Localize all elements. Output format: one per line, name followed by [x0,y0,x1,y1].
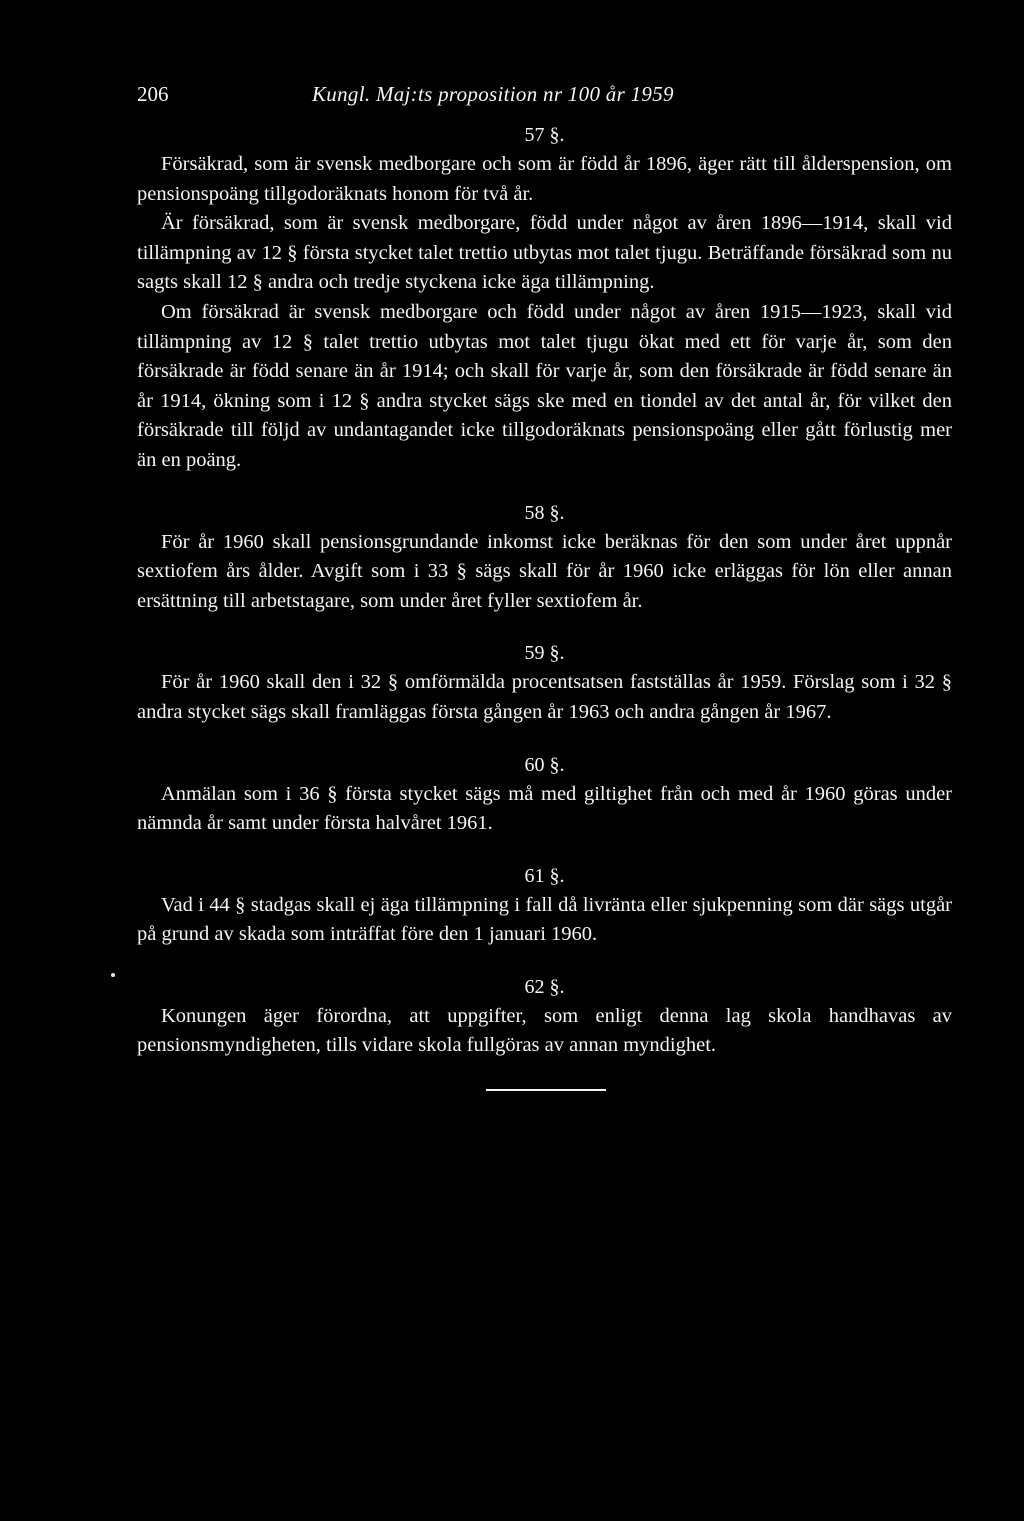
paragraph: Försäkrad, som är svensk medborgare och som är född år 1896, äger rätt till ålderspension, om pensionspoäng tillgodoräknats honom för två år. [137,153,952,205]
section-heading: 59 §. [524,642,565,665]
paragraph: Anmälan som i 36 § första stycket sägs må med giltighet från och med år 1960 göras under nämnda år samt under första halvåret 1961. [137,782,952,835]
section-59 [137,638,952,727]
paragraph: Konungen äger förordna, att uppgifter, som enligt denna lag skola handhavas av pensionsmyndigheten, tills vidare skola fullgöras av annan myndighet. [137,1004,952,1057]
section-heading: 58 §. [524,501,565,524]
section-61 [137,861,952,950]
scan-speck [111,973,115,977]
running-title: Kungl. Maj:ts proposition nr 100 år 1959 [312,82,674,106]
section-62 [137,972,952,1061]
section-heading: 61 §. [524,864,565,887]
section-heading: 60 §. [524,753,565,776]
page-header [137,78,952,110]
section-heading: 57 §. [524,124,565,146]
paragraph: För år 1960 skall den i 32 § omförmälda procentsatsen fastställas år 1959. Förslag som i 32 § andra stycket sägs skall framläggas första gången år 1963 och andra gången år 1967. [137,671,952,723]
section-heading: 62 §. [524,975,565,998]
paragraph: För år 1960 skall pensionsgrundande inkomst icke beräknas för den som under året uppnår sextiofem års ålder. Avgift som i 33 § sägs skall för år 1960 icke erläggas för lön eller annan ersättning till arbetstagare, som under året fyller sextiofem år. [137,530,952,612]
page-number: 206 [137,82,169,106]
paragraph: Vad i 44 § stadgas skall ej äga tillämpning i fall då livränta eller sjukpenning som där sägs utgår på grund av skada som inträffat före den 1 januari 1960. [137,893,952,946]
section-58 [137,498,952,617]
end-rule [486,1089,606,1091]
paragraph: Om försäkrad är svensk medborgare och född under något av åren 1915—1923, skall vid tillämpning av 12 § talet trettio utbytas mot talet tjugu ökat med ett för varje år, som den försäkrade är född senare än år 1914; och skall för varje år, som den försäkrade är född senare än år 1914, ökning som i 12 § andra stycket sägs ske med en tiondel av det antal år, för vilket den försäkrade till följd av undantagandet icke tillgodoräknats pensionspoäng eller gått förlustig mer än en poäng. [137,300,952,471]
paragraph: Är försäkrad, som är svensk medborgare, född under något av åren 1896—1914, skall vid tillämpning av 12 § första stycket talet trettio utbytas mot talet tjugu. Beträffande försäkrad som nu sagts skall 12 § andra och tredje styckena icke äga tillämpning. [137,212,952,294]
section-57 [137,120,952,476]
section-60 [137,750,952,839]
document-page [137,78,952,1091]
